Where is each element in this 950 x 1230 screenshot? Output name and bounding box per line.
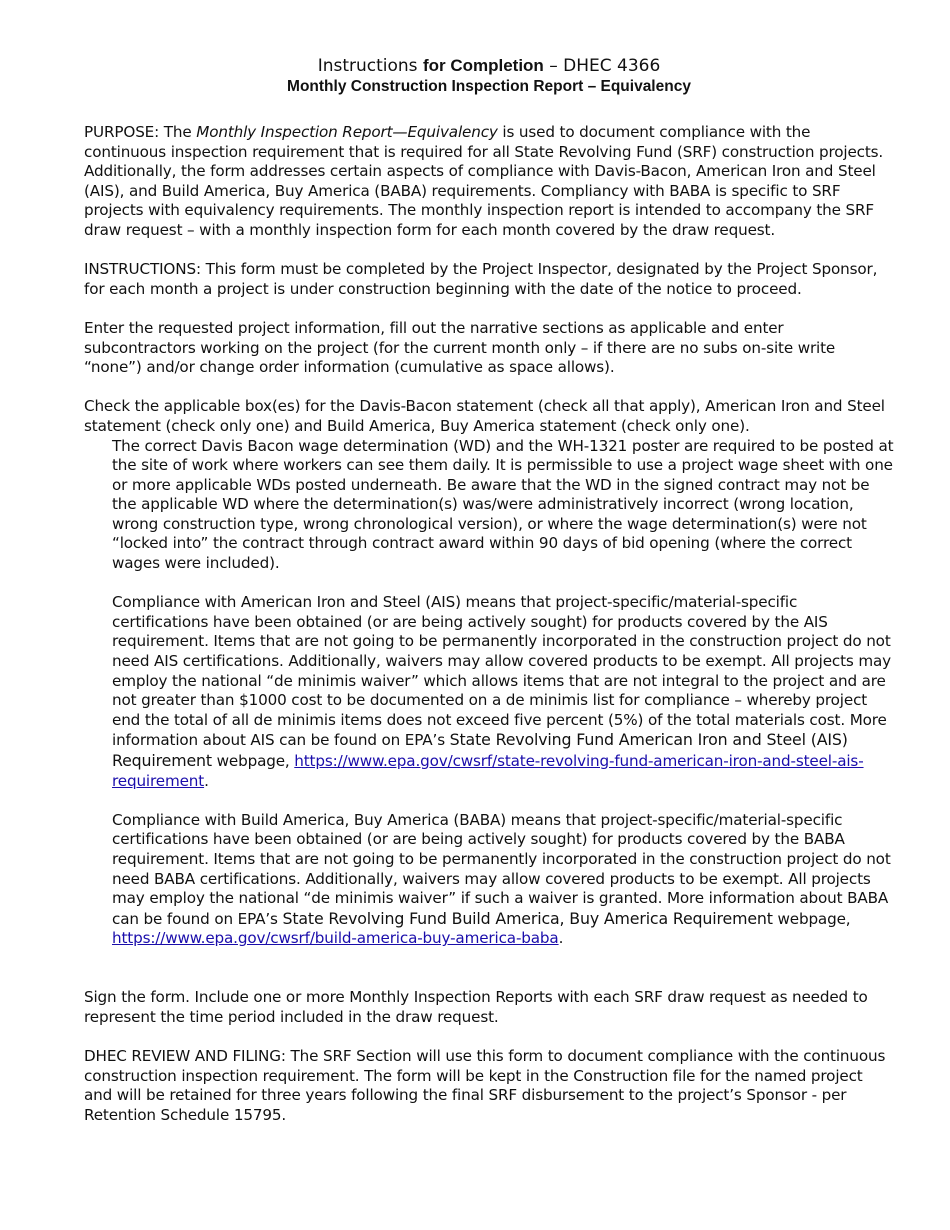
instructions-paragraph: INSTRUCTIONS: This form must be completed by the Project Inspector, designated by the Project Sponsor, for each month a project is under construction beginning with the date of the notice to proceed. <box>84 260 878 298</box>
ais-paragraph: Compliance with American Iron and Steel (AIS) means that project-specific/material-specific certifications have been obtained (or are being actively sought) for products covered by the AIS requirement. Items that are not going to be permanently incorporated in the construction project do not need AIS certifications. Additionally, waivers may allow covered products to be exempt. All projects may employ the national “de minimis waiver” which allows items that are not integral to the project and are not greater than $1000 cost to be documented on a de minimis list for compliance – whereby project end the total of all de minimis items does not exceed five percent (5%) of the total materials cost. More information about AIS can be found on EPA’s State Revolving Fund American Iron and Steel (AIS) Requirement webpage, https://www.epa.gov/cwsrf/state-revolving-fund-american-iron-and-steel-ais-requirement. <box>112 593 892 790</box>
purpose-label: PURPOSE: The <box>84 123 197 141</box>
page-subtitle: Monthly Construction Inspection Report – Equivalency <box>287 78 691 95</box>
review-paragraph: DHEC REVIEW AND FILING: The SRF Section will use this form to document compliance with the continuous construction inspection requirement. The form will be kept in the Construction file for the named project and will be retained for three years following the final SRF disbursement to the project’s Sponsor - per Retention Schedule 15795. <box>84 1046 886 1124</box>
baba-page-name: State Revolving Fund Build America, Buy America Requirement <box>282 908 773 928</box>
ais-text: Compliance with American Iron and Steel (AIS) means that project-specific/material-specific certifications have been obtained (or are being actively sought) for products covered by the AIS requirement. Items that are not going to be permanently incorporated in the construction project do not need AIS certifications. Additionally, waivers may allow covered products to be exempt. All projects may employ the national “de minimis waiver” which allows items that are not integral to the project and are not greater than $1000 cost to be documented on a de minimis list for compliance – whereby project end the total of all de minimis items does not exceed five percent (5%) of the total materials cost. More information about AIS can be found on EPA’s <box>112 593 892 750</box>
baba-after: webpage, <box>772 909 851 928</box>
title-prefix: Instructions <box>317 56 423 76</box>
ais-after: webpage, <box>211 752 295 770</box>
title-suffix: – DHEC 4366 <box>543 56 661 76</box>
sign-paragraph: Sign the form. Include one or more Monthly Inspection Reports with each SRF draw request as needed to represent the time period included in the draw request. <box>84 988 868 1026</box>
page-title <box>84 55 894 77</box>
indented-section <box>84 437 894 949</box>
check-boxes-paragraph: Check the applicable box(es) for the Davis-Bacon statement (check all that apply), American Iron and Steel statement (check only one) and Build America, Buy America statement (check only one). <box>84 397 885 435</box>
davis-bacon-paragraph: The correct Davis Bacon wage determination (WD) and the WH-1321 poster are required to be posted at the site of work where workers can see them daily. It is permissible to use a project wage sheet with one or more applicable WDs posted underneath. Be aware that the WD in the signed contract may not be the applicable WD where the determination(s) was/were administratively incorrect (wrong location, wrong construction type, wrong chronological version), or where the wage determination(s) were not “locked into” the contract through contract award within 90 days of bid opening (where the correct wages were included). <box>112 436 894 573</box>
baba-link[interactable]: https://www.epa.gov/cwsrf/build-america-buy-america-baba <box>112 929 559 948</box>
purpose-form-name: Monthly Inspection Report—Equivalency <box>196 123 498 141</box>
document-page <box>84 55 894 1125</box>
title-bold: for Completion <box>422 56 544 75</box>
ais-page-name: State Revolving Fund American Iron and Steel (AIS) Requirement <box>112 730 848 770</box>
enter-info-paragraph: Enter the requested project information, fill out the narrative sections as applicable and enter subcontractors working on the project (for the current month only – if there are no subs on-site write “none”) and/or change order information (cumulative as space allows). <box>84 318 836 377</box>
purpose-paragraph <box>84 123 894 241</box>
baba-paragraph: Compliance with Build America, Buy America (BABA) means that project-specific/material-specific certifications have been obtained (or are being actively sought) for products covered by the BABA requirement. Items that are not going to be permanently incorporated in the construction project do not need BABA certifications. Additionally, waivers may allow covered products to be exempt. All projects may employ the national “de minimis waiver” if such a waiver is granted. More information about BABA can be found on EPA’s State Revolving Fund Build America, Buy America Requirement webpage, https://www.epa.gov/cwsrf/build-america-buy-america-baba. <box>112 810 891 948</box>
baba-text: Compliance with Build America, Buy America (BABA) means that project-specific/material-specific certifications have been obtained (or are being actively sought) for products covered by the BABA requirement. Items that are not going to be permanently incorporated in the construction project do not need BABA certifications. Additionally, waivers may allow covered products to be exempt. All projects may employ the national “de minimis waiver” if such a waiver is granted. More information about BABA can be found on EPA’s <box>112 810 891 928</box>
purpose-text: is used to document compliance with the continuous inspection requirement that is required for all State Revolving Fund (SRF) construction projects. Additionally, the form addresses certain aspects of compliance with Davis-Bacon, American Iron and Steel (AIS), and Build America, Buy America (BABA) requirements. Compliancy with BABA is specific to SRF projects with equivalency requirements. The monthly inspection report is intended to accompany the SRF draw request – with a monthly inspection form for each month covered by the draw request. <box>84 123 884 239</box>
ais-link[interactable]: https://www.epa.gov/cwsrf/state-revolving-fund-american-iron-and-steel-ais-requirement <box>112 752 864 790</box>
